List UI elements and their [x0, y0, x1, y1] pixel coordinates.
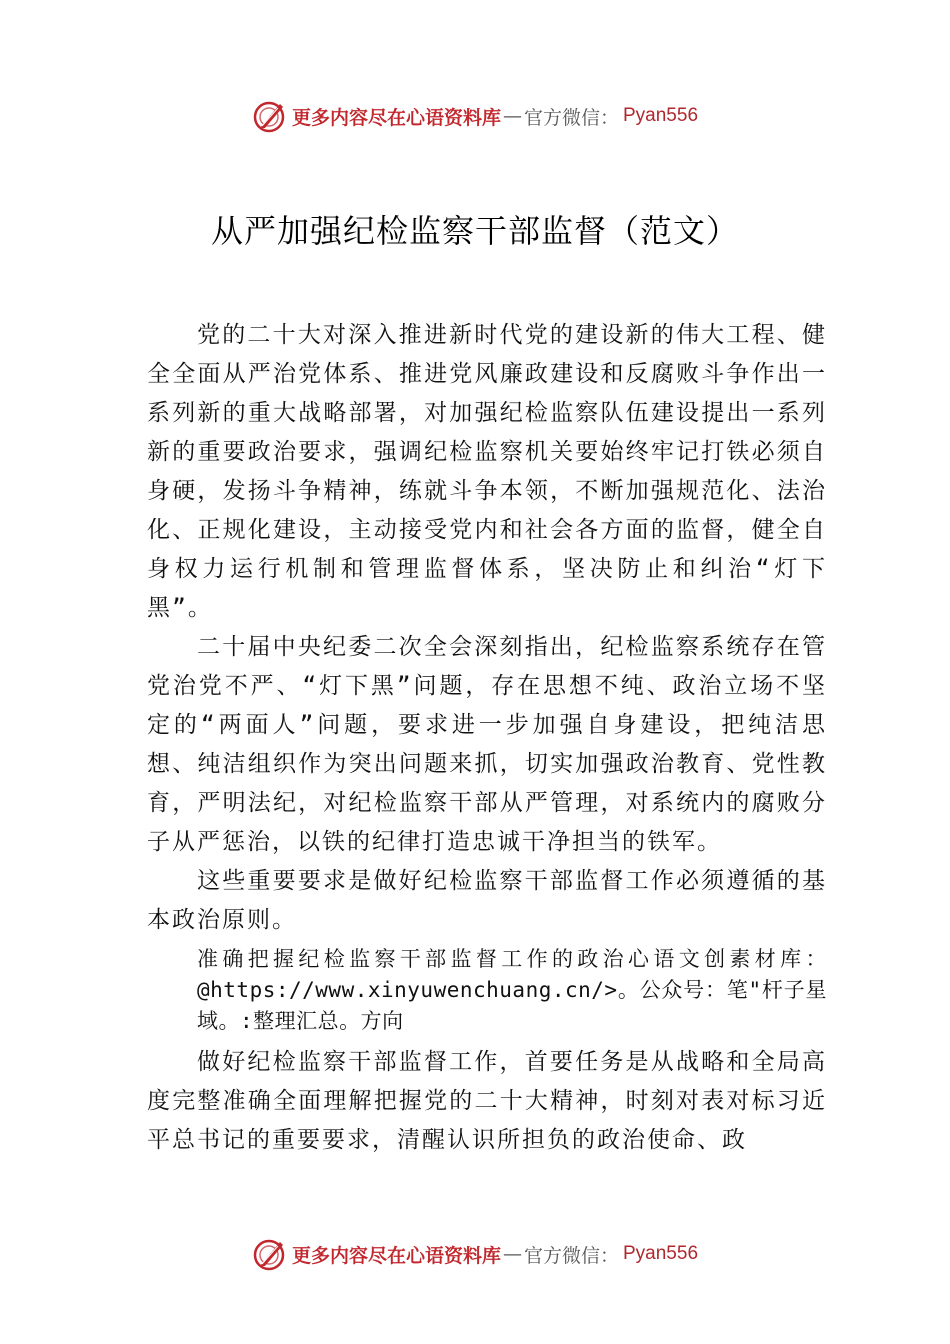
- banner-brand-text: 更多内容尽在心语资料库: [291, 106, 501, 129]
- banner-brand-text: 更多内容尽在心语资料库: [291, 1244, 501, 1267]
- banner-wechat-id: Pyan556: [623, 105, 699, 126]
- document-body: [147, 316, 827, 1160]
- paragraph-1: 党的二十大对深入推进新时代党的建设新的伟大工程、健全全面从严治党体系、推进党风廉政建设和反腐败斗争作出一系列新的重大战略部署，对加强纪检监察队伍建设提出一系列新的重要政治要求，强调纪检监察机关要始终牢记打铁必须自身硬，发扬斗争精神，练就斗争本领，不断加强规范化、法治化、正规化建设，主动接受党内和社会各方面的监督，健全自身权力运行机制和管理监督体系，坚决防止和纠治“灯下黑”。: [147, 322, 827, 621]
- quill-logo-icon: [252, 98, 288, 134]
- banner-official-label: 官方微信：: [523, 106, 619, 129]
- banner-dash: —: [502, 1243, 522, 1265]
- paragraph-3: 这些重要要求是做好纪检监察干部监督工作必须遵循的基本政治原则。: [147, 868, 827, 933]
- page-title: 从严加强纪检监察干部监督（范文）: [210, 212, 739, 250]
- paragraph-2: 二十届中央纪委二次全会深刻指出，纪检监察系统存在管党治党不严、“灯下黑”问题，存在思想不纯、政治立场不坚定的“两面人”问题，要求进一步加强自身建设，把纯洁思想、纯洁组织作为突出问题来抓，切实加强政治教育、党性教育，严明法纪，对纪检监察干部从严管理，对系统内的腐败分子从严惩治，以铁的纪律打造忠诚干净担当的铁军。: [147, 634, 827, 855]
- footer-banner: [0, 1234, 950, 1274]
- paragraph-5: 做好纪检监察干部监督工作，首要任务是从战略和全局高度完整准确全面理解把握党的二十大精神，时刻对表对标习近平总书记的重要要求，清醒认识所担负的政治使命、政: [147, 1049, 827, 1153]
- header-banner: [0, 96, 950, 136]
- quill-logo-icon: [252, 1236, 288, 1272]
- banner-official-label: 官方微信：: [523, 1244, 619, 1267]
- banner-dash: —: [502, 105, 522, 127]
- banner-wechat-id: Pyan556: [623, 1243, 699, 1264]
- paragraph-4-watermark-link: 准确把握纪检监察干部监督工作的政治心语文创素材库：@https://www.xinyuwenchuang.cn/>。公众号：笔"杆子星域。:整理汇总。方向: [197, 947, 827, 1033]
